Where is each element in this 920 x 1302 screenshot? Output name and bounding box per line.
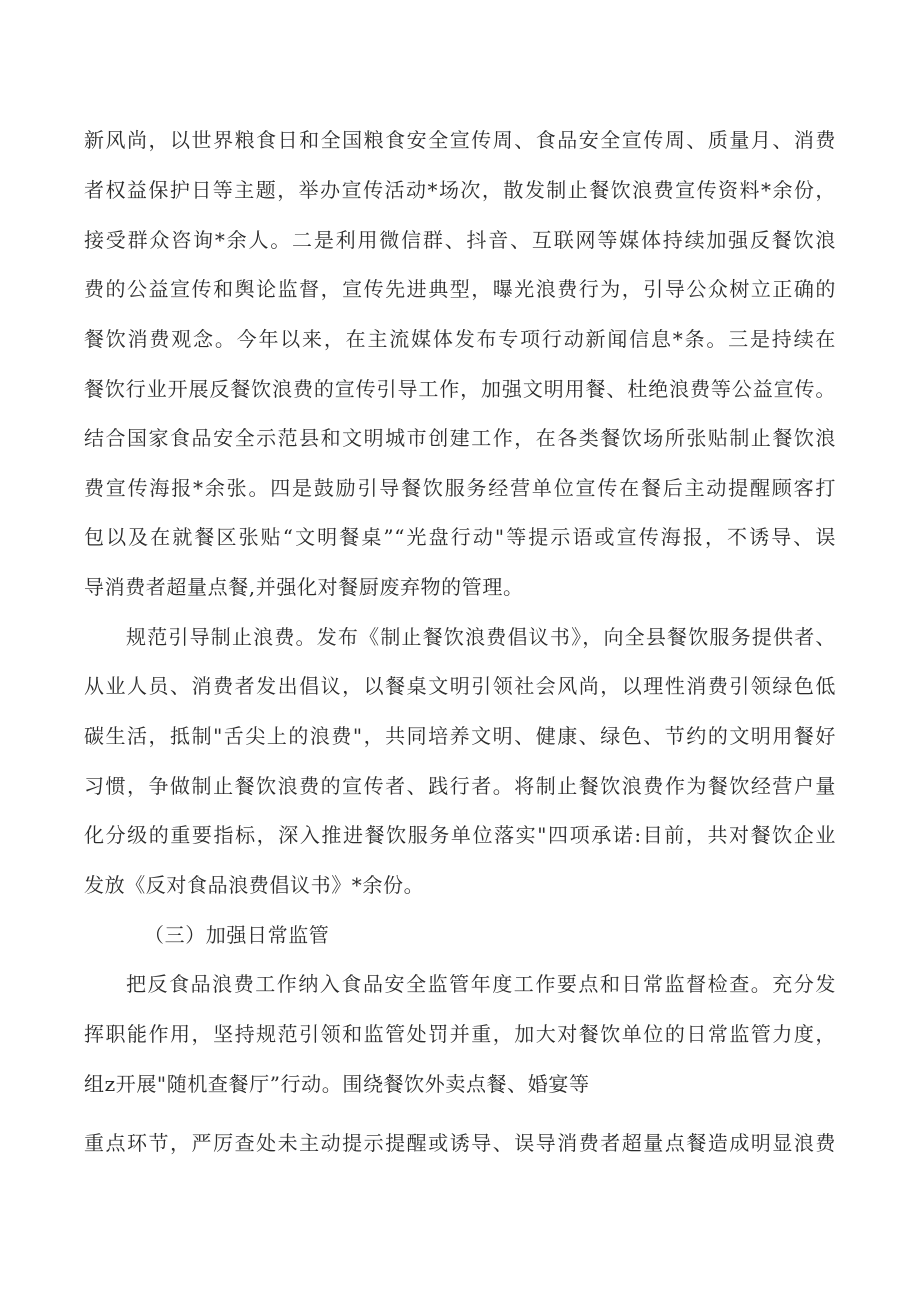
- paragraph-line: 餐饮消费观念。今年以来，在主流媒体发布专项行动新闻信息*条。三是持续在: [84, 327, 836, 351]
- paragraph-line: 碳生活，抵制"舌尖上的浪费"，共同培养文明、健康、绿色、节约的文明用餐好: [84, 724, 836, 748]
- paragraph-line: 发放《反对食品浪费倡议书》*余份。: [84, 873, 425, 897]
- paragraph-line: 新风尚，以世界粮食日和全国粮食安全宣传周、食品安全宣传周、质量月、消费: [84, 128, 836, 152]
- paragraph-line: 从业人员、消费者发出倡议，以餐桌文明引领社会风尚，以理性消费引领绿色低: [84, 674, 836, 698]
- paragraph-line: 费的公益宣传和舆论监督，宣传先进典型，曝光浪费行为，引导公众树立正确的: [84, 277, 836, 301]
- paragraph-line: 挥职能作用，坚持规范引领和监管处罚并重，加大对餐饮单位的日常监管力度，: [84, 1022, 836, 1046]
- paragraph-line: 规范引导制止浪费。发布《制止餐饮浪费倡议书》，向全县餐饮服务提供者、: [126, 625, 836, 649]
- paragraph-line: 费宣传海报*余张。四是鼓励引导餐饮服务经营单位宣传在餐后主动提醒顾客打: [84, 476, 836, 500]
- paragraph-line: 餐饮行业开展反餐饮浪费的宣传引导工作，加强文明用餐、杜绝浪费等公益宣传。: [84, 377, 836, 401]
- section-heading: （三）加强日常监管: [144, 923, 330, 947]
- paragraph-line: 结合国家食品安全示范县和文明城市创建工作，在各类餐饮场所张贴制止餐饮浪: [84, 426, 836, 450]
- paragraph-line: 接受群众咨询*余人。二是利用微信群、抖音、互联网等媒体持续加强反餐饮浪: [84, 228, 836, 252]
- paragraph-line: 重点环节，严厉查处未主动提示提醒或诱导、误导消费者超量点餐造成明显浪费: [84, 1131, 836, 1155]
- paragraph-line: 者权益保护日等主题，举办宣传活动*场次，散发制止餐饮浪费宣传资料*余份，: [84, 178, 836, 202]
- paragraph-line: 包以及在就餐区张贴“文明餐桌”“光盘行动"等提示语或宣传海报，不诱导、误: [84, 525, 836, 549]
- paragraph-line: 把反食品浪费工作纳入食品安全监管年度工作要点和日常监督检查。充分发: [126, 972, 836, 996]
- paragraph-line: 化分级的重要指标，深入推进餐饮服务单位落实"四项承诺:目前，共对餐饮企业: [84, 823, 836, 847]
- paragraph-line: 组z开展"随机查餐厅”行动。围绕餐饮外卖点餐、婚宴等: [84, 1072, 590, 1096]
- paragraph-line: 习惯，争做制止餐饮浪费的宣传者、践行者。将制止餐饮浪费作为餐饮经营户量: [84, 774, 836, 798]
- paragraph-line: 导消费者超量点餐,并强化对餐厨废弃物的管理。: [84, 575, 524, 599]
